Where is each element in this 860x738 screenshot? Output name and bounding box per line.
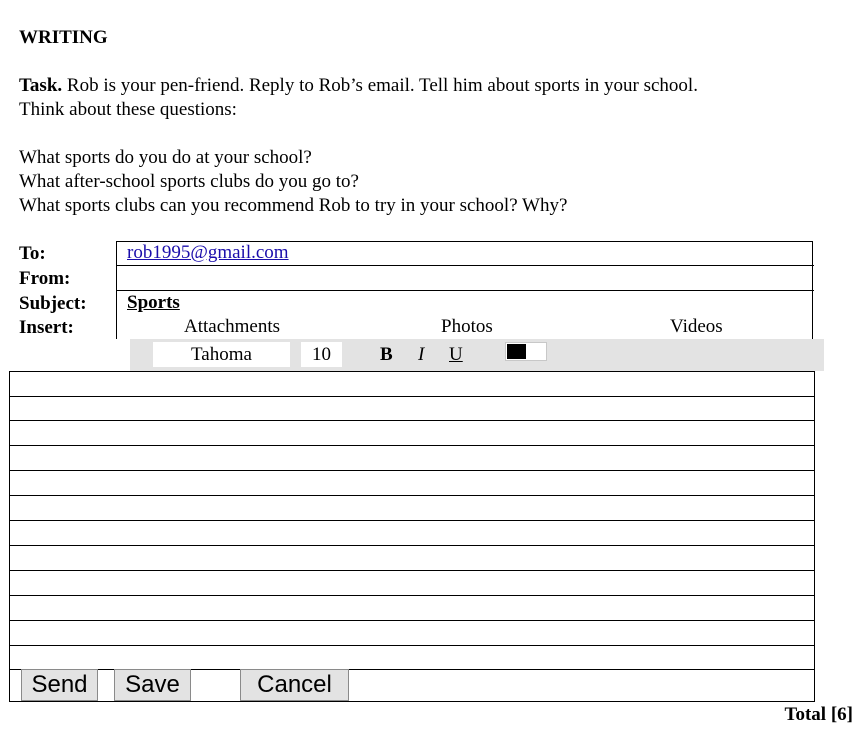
writing-line: [9, 445, 815, 446]
section-heading: WRITING: [19, 27, 108, 48]
writing-line: [9, 645, 815, 646]
cancel-button[interactable]: Cancel: [240, 669, 349, 701]
insert-photos-button[interactable]: Photos: [441, 316, 493, 337]
question-3: What sports clubs can you recommend Rob to try in your school? Why?: [19, 195, 568, 216]
save-button[interactable]: Save: [114, 669, 191, 701]
font-select[interactable]: Tahoma: [153, 342, 290, 367]
from-label: From:: [19, 268, 71, 289]
insert-label: Insert:: [19, 317, 74, 338]
writing-line: [9, 570, 815, 571]
font-size-select[interactable]: 10: [301, 342, 342, 367]
to-label: To:: [19, 243, 46, 264]
writing-line: [9, 420, 815, 421]
bold-button[interactable]: B: [380, 344, 393, 365]
question-2: What after-school sports clubs do you go to?: [19, 171, 359, 192]
divider: [116, 290, 814, 291]
task-text: Rob is your pen-friend. Reply to Rob’s email. Tell him about sports in your school.: [66, 75, 698, 96]
insert-attachments-button[interactable]: Attachments: [184, 316, 281, 337]
writing-line: [9, 520, 815, 521]
subject-label: Subject:: [19, 293, 87, 314]
subject-field[interactable]: Sports: [127, 292, 180, 313]
to-field[interactable]: rob1995@gmail.com: [127, 242, 289, 263]
task-line-2: Think about these questions:: [19, 99, 237, 120]
writing-line: [9, 470, 815, 471]
question-1: What sports do you do at your school?: [19, 147, 312, 168]
writing-line: [9, 595, 815, 596]
divider: [116, 265, 814, 266]
text-color-picker[interactable]: [505, 342, 547, 361]
writing-line: [9, 396, 815, 397]
color-swatch-icon: [507, 344, 526, 359]
italic-button[interactable]: I: [418, 344, 425, 365]
writing-line: [9, 620, 815, 621]
from-field[interactable]: [127, 267, 807, 289]
writing-line: [9, 545, 815, 546]
task-label: Task.: [19, 75, 63, 96]
send-button[interactable]: Send: [21, 669, 98, 701]
writing-line: [9, 495, 815, 496]
underline-button[interactable]: U: [449, 344, 463, 365]
total-marks: Total [6]: [784, 704, 853, 725]
task-line-1: [19, 74, 698, 98]
insert-videos-button[interactable]: Videos: [670, 316, 723, 337]
